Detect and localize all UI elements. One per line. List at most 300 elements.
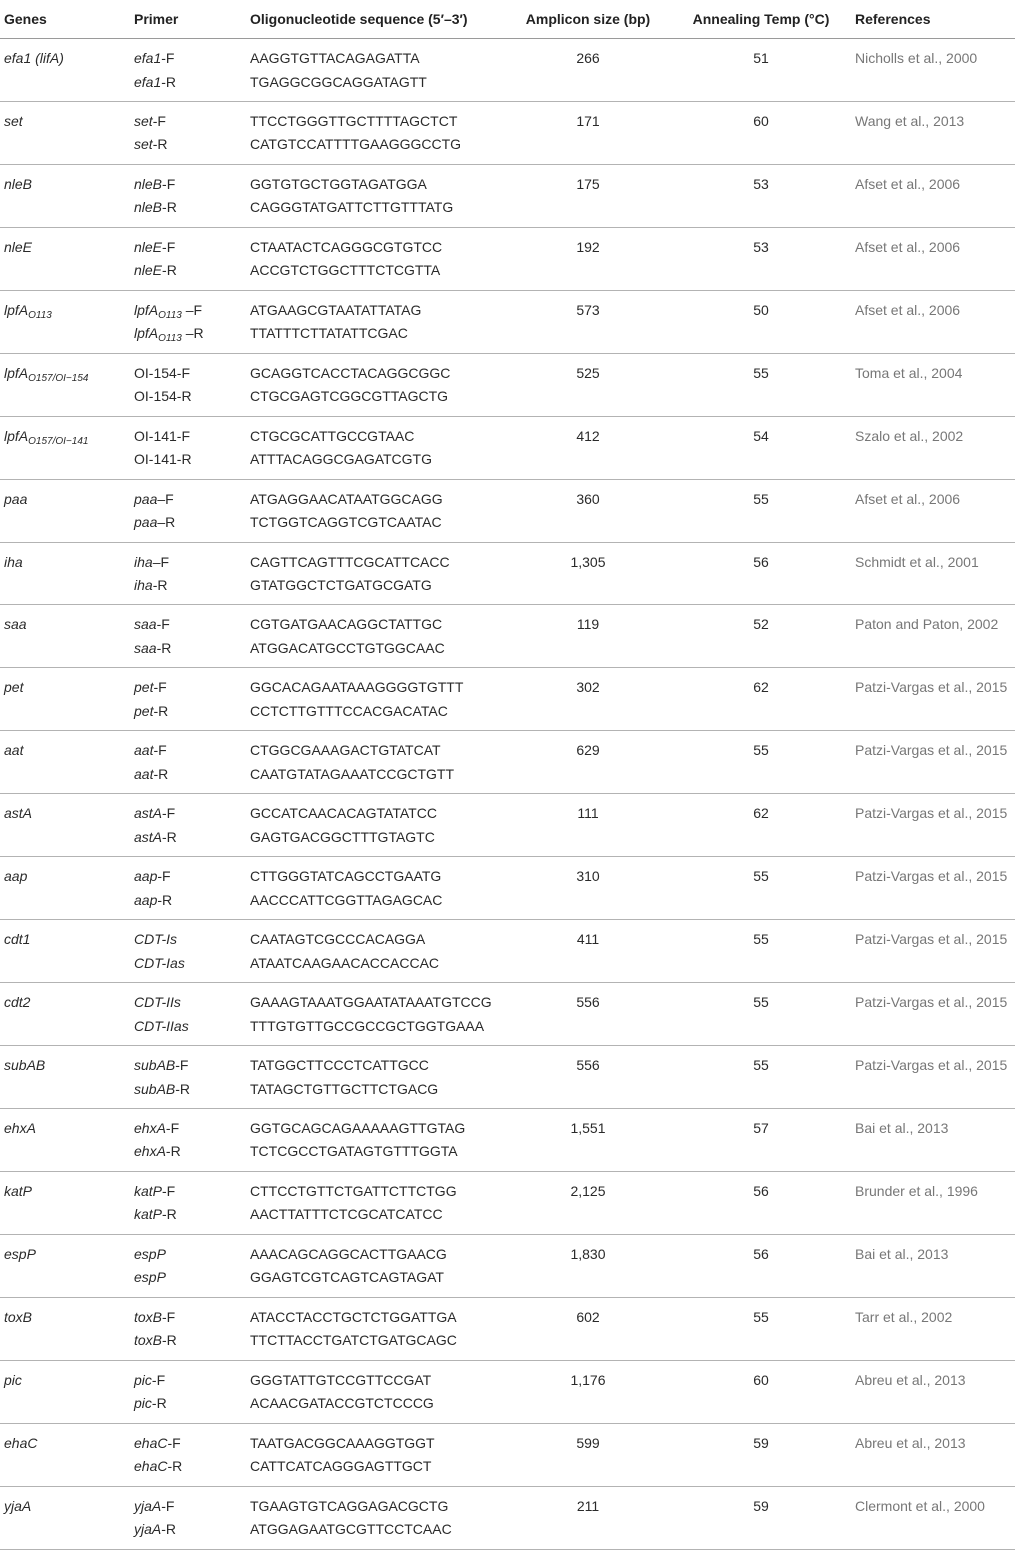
primer-reverse: ehxA-R [134, 1143, 181, 1160]
sequence-reverse: CAATGTATAGAAATCCGCTGTT [250, 765, 455, 782]
gene-cell [0, 605, 134, 668]
reference-cell [855, 668, 1015, 731]
amplicon-cell [509, 1297, 667, 1360]
gene-cell [0, 416, 134, 479]
amplicon-cell [509, 1486, 667, 1549]
sequence-cell [250, 416, 509, 479]
reference-cell [855, 479, 1015, 542]
amplicon-size: 360 [576, 490, 600, 507]
reference-cell [855, 39, 1015, 102]
sequence-reverse: GTATGGCTCTGATGCGATG [250, 577, 432, 593]
gene-name: nleE [4, 238, 33, 255]
primer-forward: aat-F [134, 742, 167, 759]
gene-name: katP [4, 1182, 33, 1199]
annealing-temp: 50 [753, 301, 769, 318]
primer-forward: iha–F [134, 553, 170, 570]
temp-cell [667, 353, 855, 416]
amplicon-size: 2,125 [570, 1182, 606, 1199]
gene-cell [0, 794, 134, 857]
primer-cell [134, 983, 250, 1046]
gene-name: lpfA [4, 427, 29, 444]
annealing-temp: 60 [753, 112, 769, 129]
primer-reverse: nleE-R [134, 262, 177, 279]
gene-name: set [4, 112, 23, 129]
reference-cell [855, 983, 1015, 1046]
amplicon-size: 556 [576, 994, 600, 1011]
table-row [0, 227, 1015, 290]
sequence-reverse: TTTGTGTTGCCGCCGCTGGTGAAA [250, 1017, 485, 1034]
temp-cell [667, 1360, 855, 1423]
primer-forward: subAB-F [134, 1057, 189, 1073]
amplicon-cell [509, 857, 667, 920]
primer-forward: pic-F [134, 1371, 166, 1388]
amplicon-size: 411 [576, 931, 600, 948]
reference: Wang et al., 2013 [855, 112, 965, 129]
sequence-cell [250, 983, 509, 1046]
primer-forward: CDT-Is [134, 931, 178, 948]
gene-cell [0, 290, 134, 353]
temp-cell [667, 1171, 855, 1234]
reference-cell [855, 1360, 1015, 1423]
sequence-cell [250, 731, 509, 794]
sequence-reverse: ATGGAGAATGCGTTCCTCAAC [250, 1521, 452, 1538]
temp-cell [667, 920, 855, 983]
primer-cell [134, 164, 250, 227]
sequence-cell [250, 101, 509, 164]
amplicon-cell [509, 1171, 667, 1234]
sequence-reverse: TTCTTACCTGATCTGATGCAGC [250, 1332, 457, 1349]
temp-cell [667, 1234, 855, 1297]
sequence-cell [250, 857, 509, 920]
reference-cell [855, 1171, 1015, 1234]
sequence-forward: CTTGGGTATCAGCCTGAATG [250, 868, 442, 885]
gene-cell [0, 1486, 134, 1549]
gene-name: iha [4, 553, 23, 570]
primer-forward: ehxA-F [134, 1119, 180, 1136]
primer-forward: nleB-F [134, 175, 176, 192]
reference: Patzi-Vargas et al., 2015 [855, 805, 1008, 822]
sequence-reverse: ATGGACATGCCTGTGGCAAC [250, 639, 445, 656]
table-row [0, 857, 1015, 920]
amplicon-cell [509, 416, 667, 479]
amplicon-cell [509, 668, 667, 731]
primer-reverse: OI-141-R [134, 451, 192, 468]
sequence-reverse: ACAACGATACCGTCTCCCG [250, 1395, 434, 1412]
sequence-reverse: TCTGGTCAGGTCGTCAATAC [250, 514, 442, 531]
primer-cell [134, 1108, 250, 1171]
sequence-reverse: TGAGGCGGCAGGATAGTT [250, 73, 427, 90]
sequence-forward: CAATAGTCGCCCACAGGA [250, 931, 426, 948]
table-row [0, 794, 1015, 857]
primer-cell [134, 353, 250, 416]
temp-cell [667, 164, 855, 227]
reference: Toma et al., 2004 [855, 364, 963, 381]
reference-cell [855, 1297, 1015, 1360]
header-primer: Primer [134, 0, 250, 39]
primer-forward: lpfA$_{O113}$ –F [134, 301, 203, 321]
primer-cell [134, 1234, 250, 1297]
amplicon-size: 310 [576, 868, 600, 885]
sequence-cell [250, 227, 509, 290]
table-row [0, 479, 1015, 542]
primer-cell [134, 1046, 250, 1109]
gene-name: ehaC [4, 1434, 38, 1451]
temp-cell [667, 416, 855, 479]
table-row [0, 290, 1015, 353]
primer-cell [134, 290, 250, 353]
sequence-forward: CTGCGCATTGCCGTAAC [250, 427, 415, 444]
primer-reverse: iha-R [134, 577, 168, 593]
primer-cell [134, 1171, 250, 1234]
sequence-forward: TATGGCTTCCCTCATTGCC [250, 1057, 429, 1073]
reference-cell [855, 857, 1015, 920]
primer-reverse: set-R [134, 136, 168, 153]
annealing-temp: 55 [753, 931, 769, 948]
primer-forward: pet-F [134, 679, 167, 696]
sequence-forward: TAATGACGGCAAAGGTGGT [250, 1434, 435, 1451]
amplicon-cell [509, 479, 667, 542]
temp-cell [667, 1046, 855, 1109]
primer-cell [134, 1360, 250, 1423]
amplicon-cell [509, 227, 667, 290]
temp-cell [667, 794, 855, 857]
primer-reverse: espP [134, 1269, 166, 1286]
primer-reverse: CDT-Ias [134, 954, 185, 971]
header-temp: Annealing Temp (°C) [667, 0, 855, 39]
annealing-temp: 56 [753, 1245, 769, 1262]
primer-reverse: paa–R [134, 514, 176, 531]
reference: Bai et al., 2013 [855, 1119, 949, 1136]
sequence-reverse: GGAGTCGTCAGTCAGTAGAT [250, 1269, 444, 1286]
sequence-reverse: ATTTACAGGCGAGATCGTG [250, 451, 432, 468]
sequence-forward: ATGAGGAACATAATGGCAGG [250, 490, 443, 507]
primer-cell [134, 1423, 250, 1486]
reference-cell [855, 605, 1015, 668]
amplicon-cell [509, 290, 667, 353]
annealing-temp: 51 [753, 50, 769, 66]
sequence-cell [250, 605, 509, 668]
annealing-temp: 56 [753, 553, 769, 570]
sequence-reverse: ATAATCAAGAACACCACCAC [250, 954, 440, 971]
amplicon-size: 175 [576, 175, 600, 192]
primer-forward: CDT-IIs [134, 994, 181, 1011]
primer-reverse: pet-R [134, 702, 169, 719]
amplicon-cell [509, 353, 667, 416]
primer-cell [134, 668, 250, 731]
header-genes: Genes [0, 0, 134, 39]
header-row [0, 0, 1015, 39]
primer-reverse: astA-R [134, 828, 177, 845]
primer-cell [134, 542, 250, 605]
gene-subscript: O157/OI−141 [28, 435, 89, 447]
reference: Patzi-Vargas et al., 2015 [855, 868, 1008, 885]
gene-cell [0, 353, 134, 416]
gene-cell [0, 227, 134, 290]
reference: Paton and Paton, 2002 [855, 616, 999, 633]
table-row [0, 1108, 1015, 1171]
temp-cell [667, 101, 855, 164]
reference-cell [855, 227, 1015, 290]
reference-cell [855, 101, 1015, 164]
reference: Patzi-Vargas et al., 2015 [855, 931, 1008, 948]
header-amplicon: Amplicon size (bp) [509, 0, 667, 39]
reference: Patzi-Vargas et al., 2015 [855, 679, 1008, 696]
amplicon-size: 119 [576, 616, 600, 633]
sequence-reverse: TCTCGCCTGATAGTGTTTGGTA [250, 1143, 458, 1160]
primer-cell [134, 794, 250, 857]
sequence-cell [250, 1046, 509, 1109]
primer-reverse: yjaA-R [134, 1521, 177, 1538]
amplicon-cell [509, 542, 667, 605]
primer-reverse: lpfA$_{O113}$ –R [134, 325, 204, 345]
primer-reverse: toxB-R [134, 1332, 177, 1349]
primer-forward: nleE-F [134, 238, 176, 255]
primer-forward: efa1-F [134, 50, 175, 66]
gene-subscript: O113 [28, 309, 52, 321]
amplicon-cell [509, 920, 667, 983]
sequence-forward: TTCCTGGGTTGCTTTTAGCTCT [250, 112, 458, 129]
gene-cell [0, 1108, 134, 1171]
gene-name: lpfA [4, 364, 29, 381]
table-row [0, 920, 1015, 983]
sequence-forward: CGTGATGAACAGGCTATTGC [250, 616, 443, 633]
table-row [0, 668, 1015, 731]
reference: Afset et al., 2006 [855, 301, 961, 318]
sequence-cell [250, 1360, 509, 1423]
annealing-temp: 60 [753, 1371, 769, 1388]
primer-forward: aap-F [134, 868, 171, 885]
reference-cell [855, 164, 1015, 227]
gene-name: subAB [4, 1057, 46, 1073]
sequence-reverse: CATTCATCAGGGAGTTGCT [250, 1458, 432, 1475]
amplicon-size: 302 [576, 679, 600, 696]
primer-forward: paa–F [134, 490, 174, 507]
reference: Tarr et al., 2002 [855, 1308, 953, 1325]
reference: Nicholls et al., 2000 [855, 50, 978, 66]
table-row [0, 731, 1015, 794]
sequence-forward: GGTGTGCTGGTAGATGGA [250, 175, 427, 192]
gene-name: saa [4, 616, 27, 633]
amplicon-cell [509, 731, 667, 794]
annealing-temp: 55 [753, 490, 769, 507]
header-sequence: Oligonucleotide sequence (5′–3′) [250, 0, 509, 39]
sequence-forward: CAGTTCAGTTTCGCATTCACC [250, 553, 450, 570]
sequence-reverse: ACCGTCTGGCTTTCTCGTTA [250, 262, 441, 279]
annealing-temp: 55 [753, 1308, 769, 1325]
table-row [0, 983, 1015, 1046]
amplicon-cell [509, 101, 667, 164]
gene-cell [0, 731, 134, 794]
gene-name: pic [4, 1371, 22, 1388]
annealing-temp: 55 [753, 868, 769, 885]
sequence-forward: CTAATACTCAGGGCGTGTCC [250, 238, 443, 255]
temp-cell [667, 605, 855, 668]
sequence-cell [250, 1171, 509, 1234]
amplicon-cell [509, 983, 667, 1046]
temp-cell [667, 1297, 855, 1360]
annealing-temp: 59 [753, 1497, 769, 1514]
gene-cell [0, 1297, 134, 1360]
reference: Abreu et al., 2013 [855, 1434, 966, 1451]
primer-reverse: OI-154-R [134, 388, 192, 405]
reference: Patzi-Vargas et al., 2015 [855, 994, 1008, 1011]
reference-cell [855, 542, 1015, 605]
primer-forward: saa-F [134, 616, 170, 633]
amplicon-size: 629 [576, 742, 600, 759]
gene-cell [0, 983, 134, 1046]
temp-cell [667, 1423, 855, 1486]
sequence-cell [250, 794, 509, 857]
temp-cell [667, 1108, 855, 1171]
gene-name: cdt2 [4, 994, 31, 1011]
table-row [0, 164, 1015, 227]
gene-name: ehxA [4, 1119, 36, 1136]
amplicon-size: 556 [576, 1057, 600, 1073]
amplicon-size: 211 [576, 1497, 600, 1514]
reference-cell [855, 731, 1015, 794]
gene-name: efa1 (lifA) [4, 50, 64, 66]
temp-cell [667, 479, 855, 542]
amplicon-size: 525 [576, 364, 600, 381]
reference: Patzi-Vargas et al., 2015 [855, 1057, 1008, 1073]
reference: Schmidt et al., 2001 [855, 553, 979, 570]
header-references: References [855, 0, 1015, 39]
temp-cell [667, 668, 855, 731]
reference: Afset et al., 2006 [855, 490, 961, 507]
temp-cell [667, 731, 855, 794]
sequence-cell [250, 1234, 509, 1297]
amplicon-size: 1,176 [570, 1371, 606, 1388]
gene-name: toxB [4, 1308, 33, 1325]
sequence-forward: GGCACAGAATAAAGGGGTGTTT [250, 679, 464, 696]
primer-reverse: aap-R [134, 891, 173, 908]
sequence-reverse: TATAGCTGTTGCTTCTGACG [250, 1080, 439, 1097]
primer-cell [134, 920, 250, 983]
gene-cell [0, 1046, 134, 1109]
gene-name: cdt1 [4, 931, 31, 948]
sequence-reverse: CCTCTTGTTTCCACGACATAC [250, 702, 448, 719]
reference-cell [855, 1234, 1015, 1297]
gene-name: nleB [4, 175, 33, 192]
primer-cell [134, 227, 250, 290]
amplicon-size: 192 [576, 238, 600, 255]
annealing-temp: 56 [753, 1182, 769, 1199]
sequence-forward: GAAAGTAAATGGAATATAAATGTCCG [250, 994, 492, 1011]
sequence-forward: GGGTATTGTCCGTTCCGAT [250, 1371, 432, 1388]
table-row [0, 605, 1015, 668]
primer-forward: ehaC-F [134, 1434, 181, 1451]
table-row [0, 1171, 1015, 1234]
amplicon-size: 111 [577, 805, 599, 822]
primer-forward: yjaA-F [134, 1497, 175, 1514]
primer-cell [134, 416, 250, 479]
gene-name: astA [4, 805, 33, 822]
primer-reverse: ehaC-R [134, 1458, 183, 1475]
annealing-temp: 62 [753, 805, 769, 822]
gene-cell [0, 101, 134, 164]
primer-forward: OI-154-F [134, 364, 191, 381]
sequence-forward: ATACCTACCTGCTCTGGATTGA [250, 1308, 457, 1325]
sequence-forward: GCAGGTCACCTACAGGCGGC [250, 364, 451, 381]
primer-cell [134, 731, 250, 794]
gene-name: paa [4, 490, 28, 507]
primer-cell [134, 857, 250, 920]
reference-cell [855, 920, 1015, 983]
table-row [0, 353, 1015, 416]
sequence-reverse: CATGTCCATTTTGAAGGGCCTG [250, 136, 462, 153]
gene-cell [0, 1234, 134, 1297]
annealing-temp: 62 [753, 679, 769, 696]
sequence-forward: CTGGCGAAAGACTGTATCAT [250, 742, 441, 759]
sequence-cell [250, 668, 509, 731]
gene-cell [0, 542, 134, 605]
amplicon-size: 1,305 [570, 553, 606, 570]
sequence-forward: GCCATCAACACAGTATATCC [250, 805, 437, 822]
temp-cell [667, 857, 855, 920]
annealing-temp: 53 [753, 238, 769, 255]
sequence-cell [250, 1423, 509, 1486]
gene-name: aap [4, 868, 28, 885]
gene-cell [0, 920, 134, 983]
primer-forward: set-F [134, 112, 166, 129]
table-row [0, 542, 1015, 605]
reference: Afset et al., 2006 [855, 238, 961, 255]
sequence-reverse: AACTTATTTCTCGCATCATCC [250, 1206, 443, 1223]
primer-reverse: efa1-R [134, 73, 177, 90]
gene-name: aat [4, 742, 24, 759]
gene-cell [0, 164, 134, 227]
table-row [0, 1234, 1015, 1297]
sequence-reverse: GAGTGACGGCTTTGTAGTC [250, 828, 435, 845]
primer-forward: astA-F [134, 805, 176, 822]
amplicon-size: 573 [576, 301, 600, 318]
temp-cell [667, 39, 855, 102]
sequence-forward: GGTGCAGCAGAAAAAGTTGTAG [250, 1119, 466, 1136]
reference-cell [855, 1046, 1015, 1109]
primer-reverse: katP-R [134, 1206, 177, 1223]
gene-name: lpfA [4, 301, 29, 318]
sequence-cell [250, 164, 509, 227]
reference: Clermont et al., 2000 [855, 1497, 985, 1514]
amplicon-size: 266 [576, 50, 600, 66]
table-row [0, 416, 1015, 479]
reference-cell [855, 1108, 1015, 1171]
temp-cell [667, 542, 855, 605]
table-header [0, 0, 1015, 39]
gene-cell [0, 668, 134, 731]
primer-cell [134, 1486, 250, 1549]
annealing-temp: 57 [753, 1119, 769, 1136]
sequence-cell [250, 290, 509, 353]
reference: Szalo et al., 2002 [855, 427, 964, 444]
primer-reverse: aat-R [134, 765, 169, 782]
annealing-temp: 54 [753, 427, 769, 444]
table-row [0, 1423, 1015, 1486]
sequence-forward: ATGAAGCGTAATATTATAG [250, 301, 422, 318]
table-row [0, 1297, 1015, 1360]
amplicon-cell [509, 164, 667, 227]
primer-reverse: subAB-R [134, 1080, 191, 1097]
gene-subscript: O157/OI−154 [28, 372, 89, 384]
sequence-forward: AAGGTGTTACAGAGATTA [250, 50, 420, 66]
gene-cell [0, 857, 134, 920]
reference: Bai et al., 2013 [855, 1245, 949, 1262]
reference-cell [855, 1486, 1015, 1549]
primer-forward: OI-141-F [134, 427, 191, 444]
amplicon-cell [509, 1234, 667, 1297]
amplicon-cell [509, 1360, 667, 1423]
reference-cell [855, 290, 1015, 353]
